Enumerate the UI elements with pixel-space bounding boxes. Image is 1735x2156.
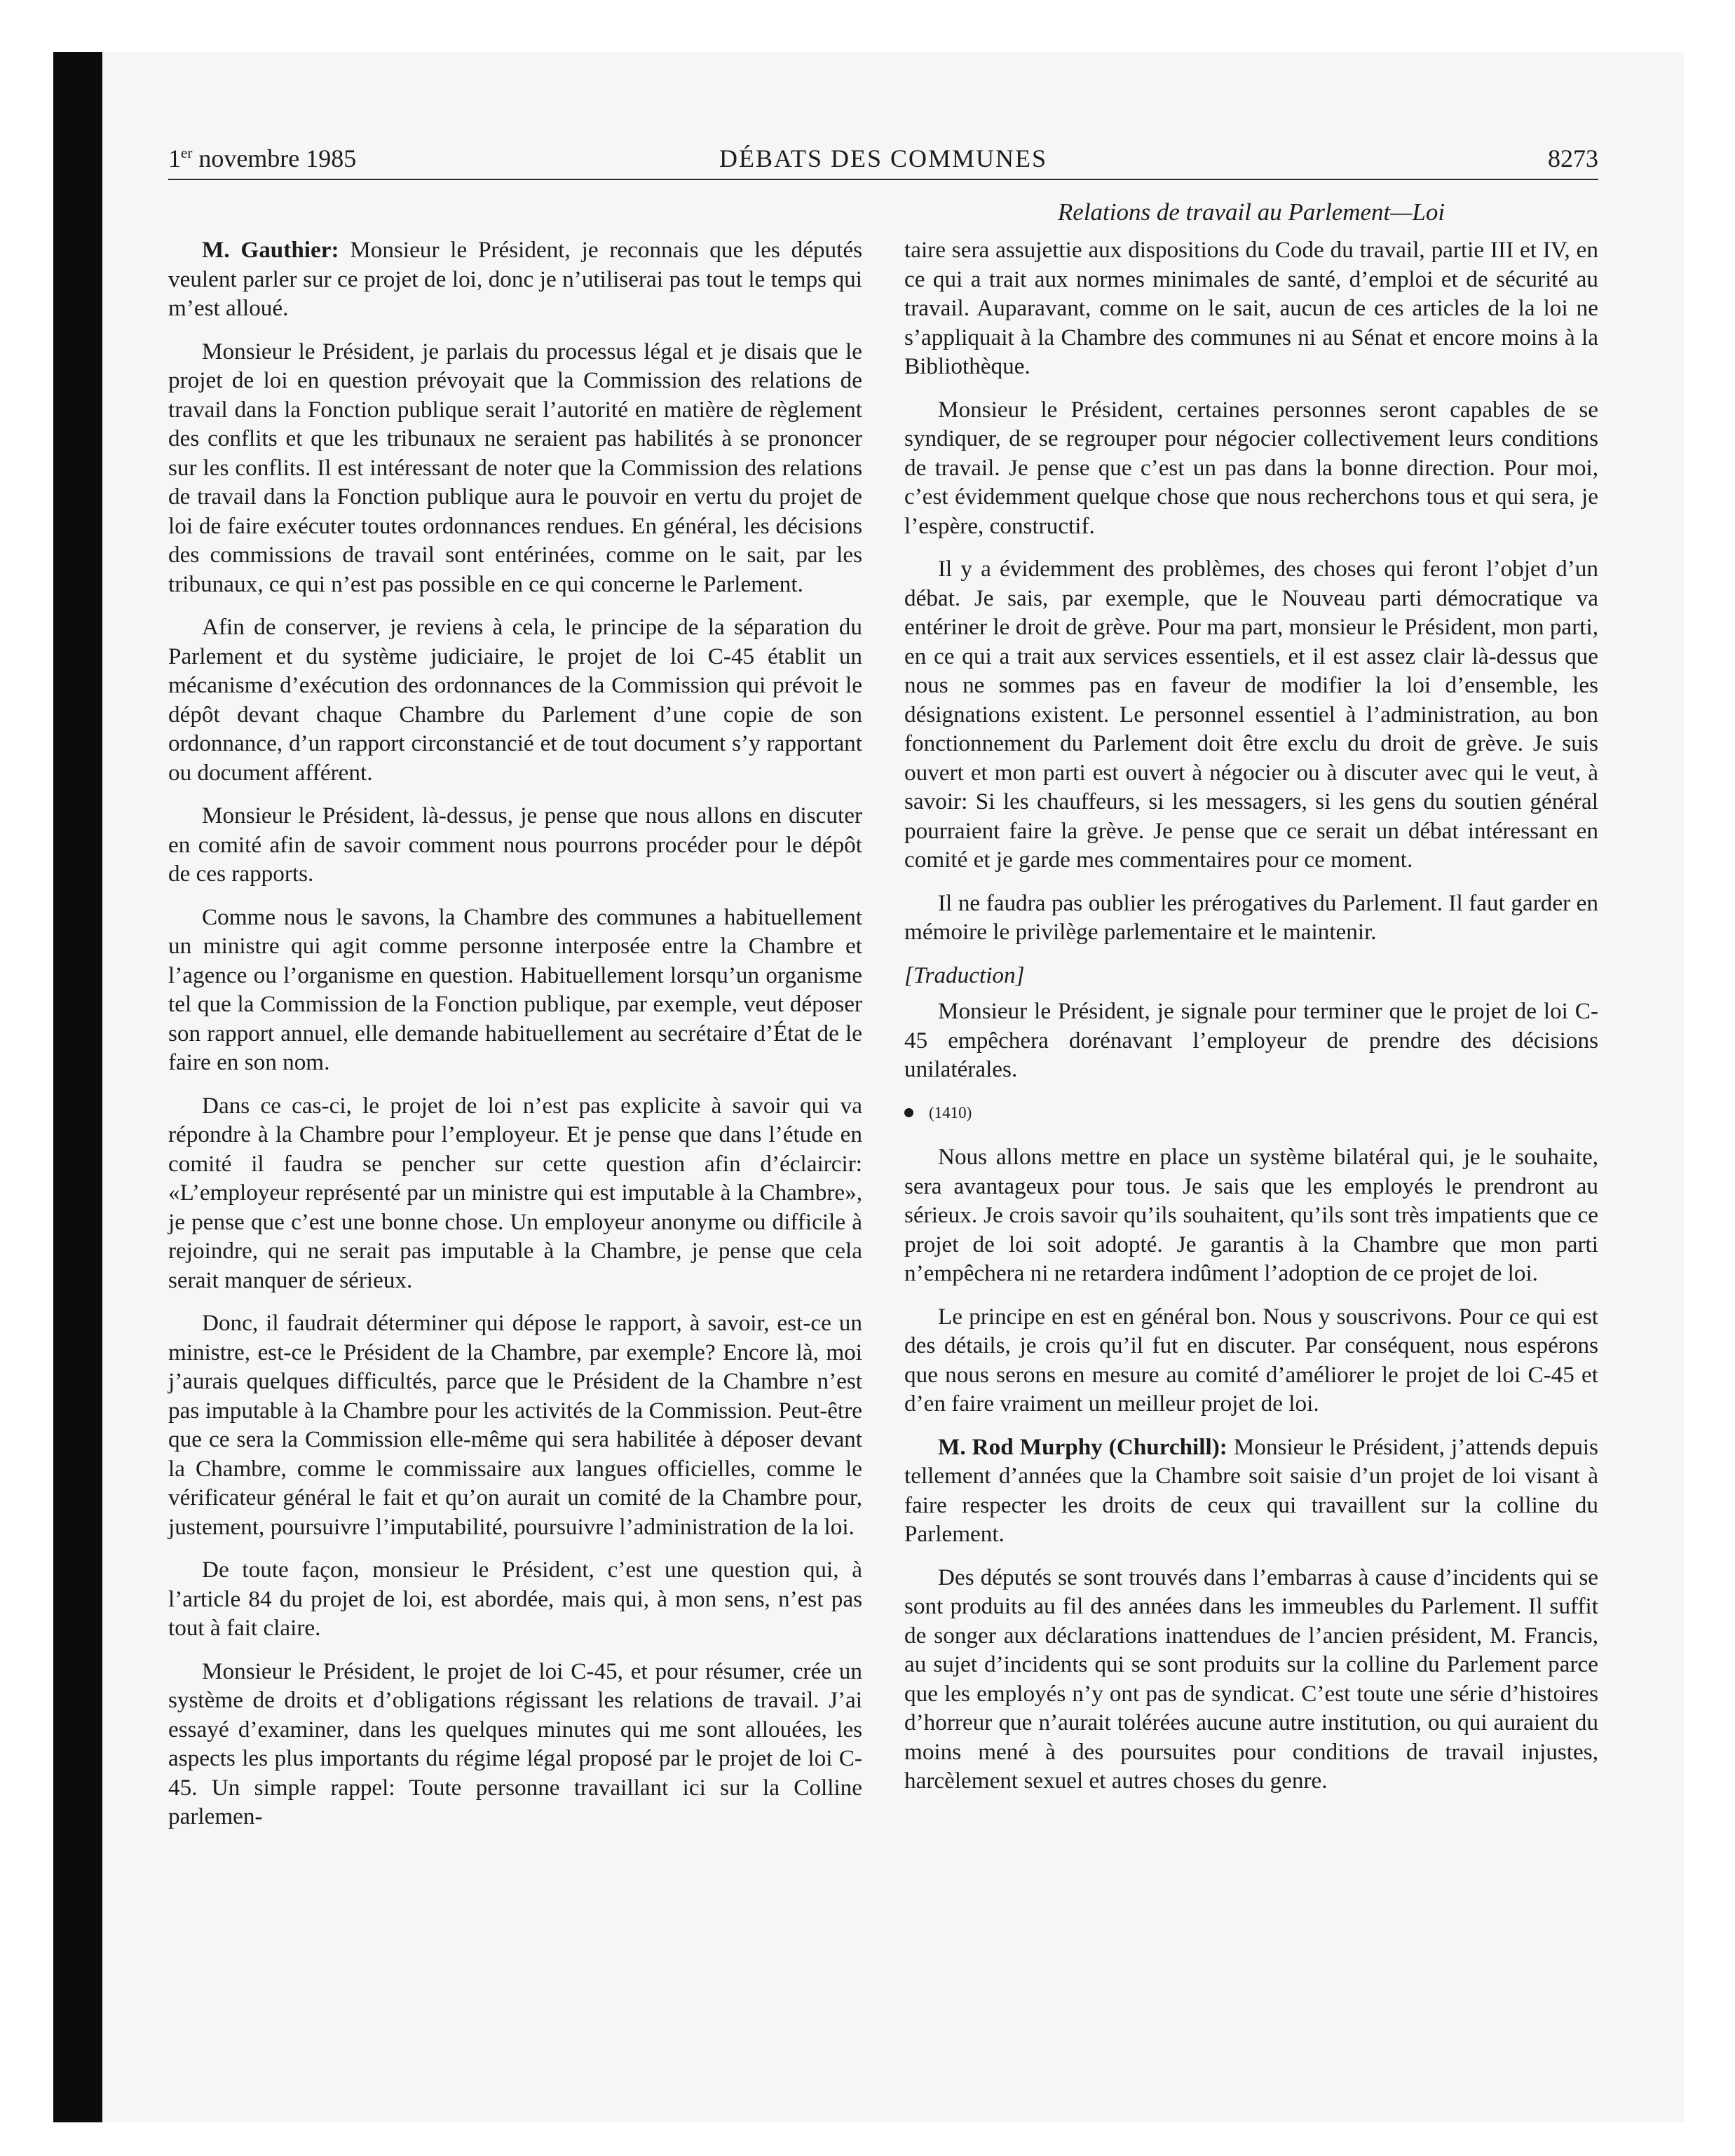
paragraph: Donc, il faudrait déterminer qui dépose le rapport, à savoir, est-ce un ministre, est-ce le Président de la Chambre, par exemple? Encore là, moi j’aurais quelques difficultés, parce que le Président de la Chambre n’est pas imputable à la Chambre pour les activités de la Commission. Peut-être que ce sera la Commission elle-même qui sera habilitée à déposer devant la Chambre, comme le commissaire aux langues officielles, comme le vérificateur général le fait et qu’on aurait un comité de la Chambre pour, justement, poursuivre l’imputabilité, poursuivre l’administration de la loi. [168, 1310, 862, 1540]
binding-edge [53, 52, 102, 2122]
time-marker-label: (1410) [929, 1103, 972, 1121]
paragraph: M. Gauthier: Monsieur le Président, je reconnais que les députés veulent parler sur ce projet de loi, donc je n’utiliserai pas tout le temps qui m’est alloué. [168, 237, 862, 321]
header-date: 1er novembre 1985 [168, 144, 357, 172]
left-column [168, 236, 862, 1845]
page-header [168, 142, 1598, 175]
paragraph: Il y a évidemment des problèmes, des choses qui feront l’objet d’un débat. Je sais, par exemple, que le Nouveau parti démocratique va entériner le droit de grève. Pour ma part, monsieur le Président, mon parti, en ce qui a trait aux services essentiels, et il est assez clair là-dessus que nous ne sommes pas en faveur de modifier la loi d’ensemble, les désignations existent. Le personnel essentiel à l’administration, au bon fonctionnement du Parlement doit être exclu du droit de grève. Je suis ouvert et mon parti est ouvert à négocier ou à discuter avec qui le veut, à savoir: Si les chauffeurs, si les messagers, si les gens du soutien général pourraient faire la grève. Je pense que ce serait un débat intéressant en comité et je garde mes commentaires pour ce moment. [904, 556, 1598, 873]
speaker-name: M. Gauthier: [202, 237, 339, 263]
paragraph: Afin de conserver, je reviens à cela, le principe de la séparation du Parlement et du système judiciaire, le projet de loi C-45 établit un mécanisme d’exécution des ordonnances de la Commission qui prévoit le dépôt devant chaque Chambre du Parlement d’une copie de son ordonnance, d’un rapport circonstancié et de tout document s’y rapportant ou document afférent. [168, 614, 862, 786]
bullet-icon [904, 1108, 913, 1117]
speaker-name: M. Rod Murphy (Churchill): [938, 1433, 1227, 1460]
paragraph: Monsieur le Président, certaines personnes seront capables de se syndiquer, de se regrouper pour négocier collectivement leurs conditions de travail. Je pense que c’est un pas dans la bonne direction. Pour moi, c’est évidemment quelque chose que nous recherchons tous et qui sera, je l’espère, constructif. [904, 396, 1598, 539]
page-number: 8273 [1548, 144, 1598, 172]
time-marker [904, 1098, 1598, 1128]
paragraph: taire sera assujettie aux dispositions du Code du travail, partie III et IV, en ce qui a trait aux normes minimales de santé, d’emploi et de sécurité au travail. Auparavant, comme on le sait, aucun de ces articles de la loi ne s’appliquait à la Chambre des communes ni au Sénat et encore moins à la Bibliothèque. [904, 237, 1598, 379]
paragraph: Il ne faudra pas oublier les prérogatives du Parlement. Il faut garder en mémoire le privilège parlementaire et le maintenir. [904, 889, 1598, 945]
paragraph: Monsieur le Président, je parlais du processus légal et je disais que le projet de loi en question prévoyait que la Commission des relations de travail dans la Fonction publique serait l’autorité en matière de règlement des conflits et que les tribunaux ne seraient pas habilités à se prononcer sur les conflits. Il est intéressant de noter que la Commission des relations de travail dans la Fonction publique aura le pouvoir en vertu du projet de loi de faire exécuter toutes ordonnances rendues. En général, les décisions des commissions de travail sont entérinées, comme on le sait, par les tribunaux, ce qui n’est pas possible en ce qui concerne le Parlement. [168, 338, 862, 597]
paragraph: M. Rod Murphy (Churchill): Monsieur le Président, j’attends depuis tellement d’années que la Chambre soit saisie d’un projet de loi visant à faire respecter les droits de ceux qui travaillent sur la colline du Parlement. [904, 1433, 1598, 1547]
running-subheading: Relations de travail au Parlement—Loi [1057, 198, 1445, 226]
paragraph: Des députés se sont trouvés dans l’embarras à cause d’incidents qui se sont produits au fil des années dans les immeubles du Parlement. Il suffit de songer aux déclarations inattendues de l’ancien président, M. Francis, au sujet d’incidents qui se sont produits sur la colline du Parlement parce que les employés n’y ont pas de syndicat. C’est toute une série d’histoires d’horreur que n’aurait tolérées aucune autre institution, ou qui auraient du moins mené à des poursuites pour conditions de travail injustes, harcèlement sexuel et autres choses du genre. [904, 1564, 1598, 1794]
right-column [904, 236, 1598, 1810]
paragraph: Dans ce cas-ci, le projet de loi n’est pas explicite à savoir qui va répondre à la Chambre pour l’employeur. Et je pense que dans l’étude en comité il faudra se pencher sur cette question afin d’éclaircir: «L’employeur représenté par un ministre qui est imputable à la Chambre», je pense que c’est une bonne chose. Un employeur anonyme ou difficile à rejoindre, qui ne serait pas imputable à la Chambre, je pense que cela serait manquer de sérieux. [168, 1092, 862, 1293]
paragraph: De toute façon, monsieur le Président, c’est une question qui, à l’article 84 du projet de loi, est abordée, mais qui, à mon sens, n’est pas tout à fait claire. [168, 1557, 862, 1641]
paragraph: Nous allons mettre en place un système bilatéral qui, je le souhaite, sera avantageux pour tous. Je sais que les employés le prendront au sérieux. Je crois savoir qu’ils souhaitent, qu’ils sont très impatients que ce projet de loi soit adopté. Je garantis à la Chambre que mon parti n’empêchera ni ne retardera indûment l’adoption de ce projet de loi. [904, 1144, 1598, 1286]
paragraph: Monsieur le Président, le projet de loi C-45, et pour résumer, crée un système de droits et d’obligations régissant les relations de travail. J’ai essayé d’examiner, dans les quelques minutes qui me sont allouées, les aspects les plus importants du régime légal proposé par le projet de loi C-45. Un simple rappel: Toute personne travaillant ici sur la Colline parlemen- [168, 1658, 862, 1829]
header-title: DÉBATS DES COMMUNES [719, 144, 1048, 172]
translation-label: [Traduction] [904, 962, 1025, 988]
paragraph: Monsieur le Président, je signale pour terminer que le projet de loi C-45 empêchera dorénavant l’employeur de prendre des décisions unilatérales. [904, 998, 1598, 1082]
paragraph: Monsieur le Président, là-dessus, je pense que nous allons en discuter en comité afin de savoir comment nous pourrons procéder pour le dépôt de ces rapports. [168, 803, 862, 887]
header-rule [168, 179, 1598, 180]
paragraph: Le principe en est en général bon. Nous y souscrivons. Pour ce qui est des détails, je crois qu’il fut en discuter. Par conséquent, nous espérons que nous serons en mesure au comité d’améliorer le projet de loi C-45 et d’en faire vraiment un meilleur projet de loi. [904, 1303, 1598, 1417]
paragraph: Comme nous le savons, la Chambre des communes a habituellement un ministre qui agit comme personne interposée entre la Chambre et l’agence ou l’organisme en question. Habituellement lorsqu’un organisme tel que la Commission de la Fonction publique, par exemple, veut déposer son rapport annuel, elle demande habituellement au secrétaire d’État de le faire en son nom. [168, 903, 862, 1075]
